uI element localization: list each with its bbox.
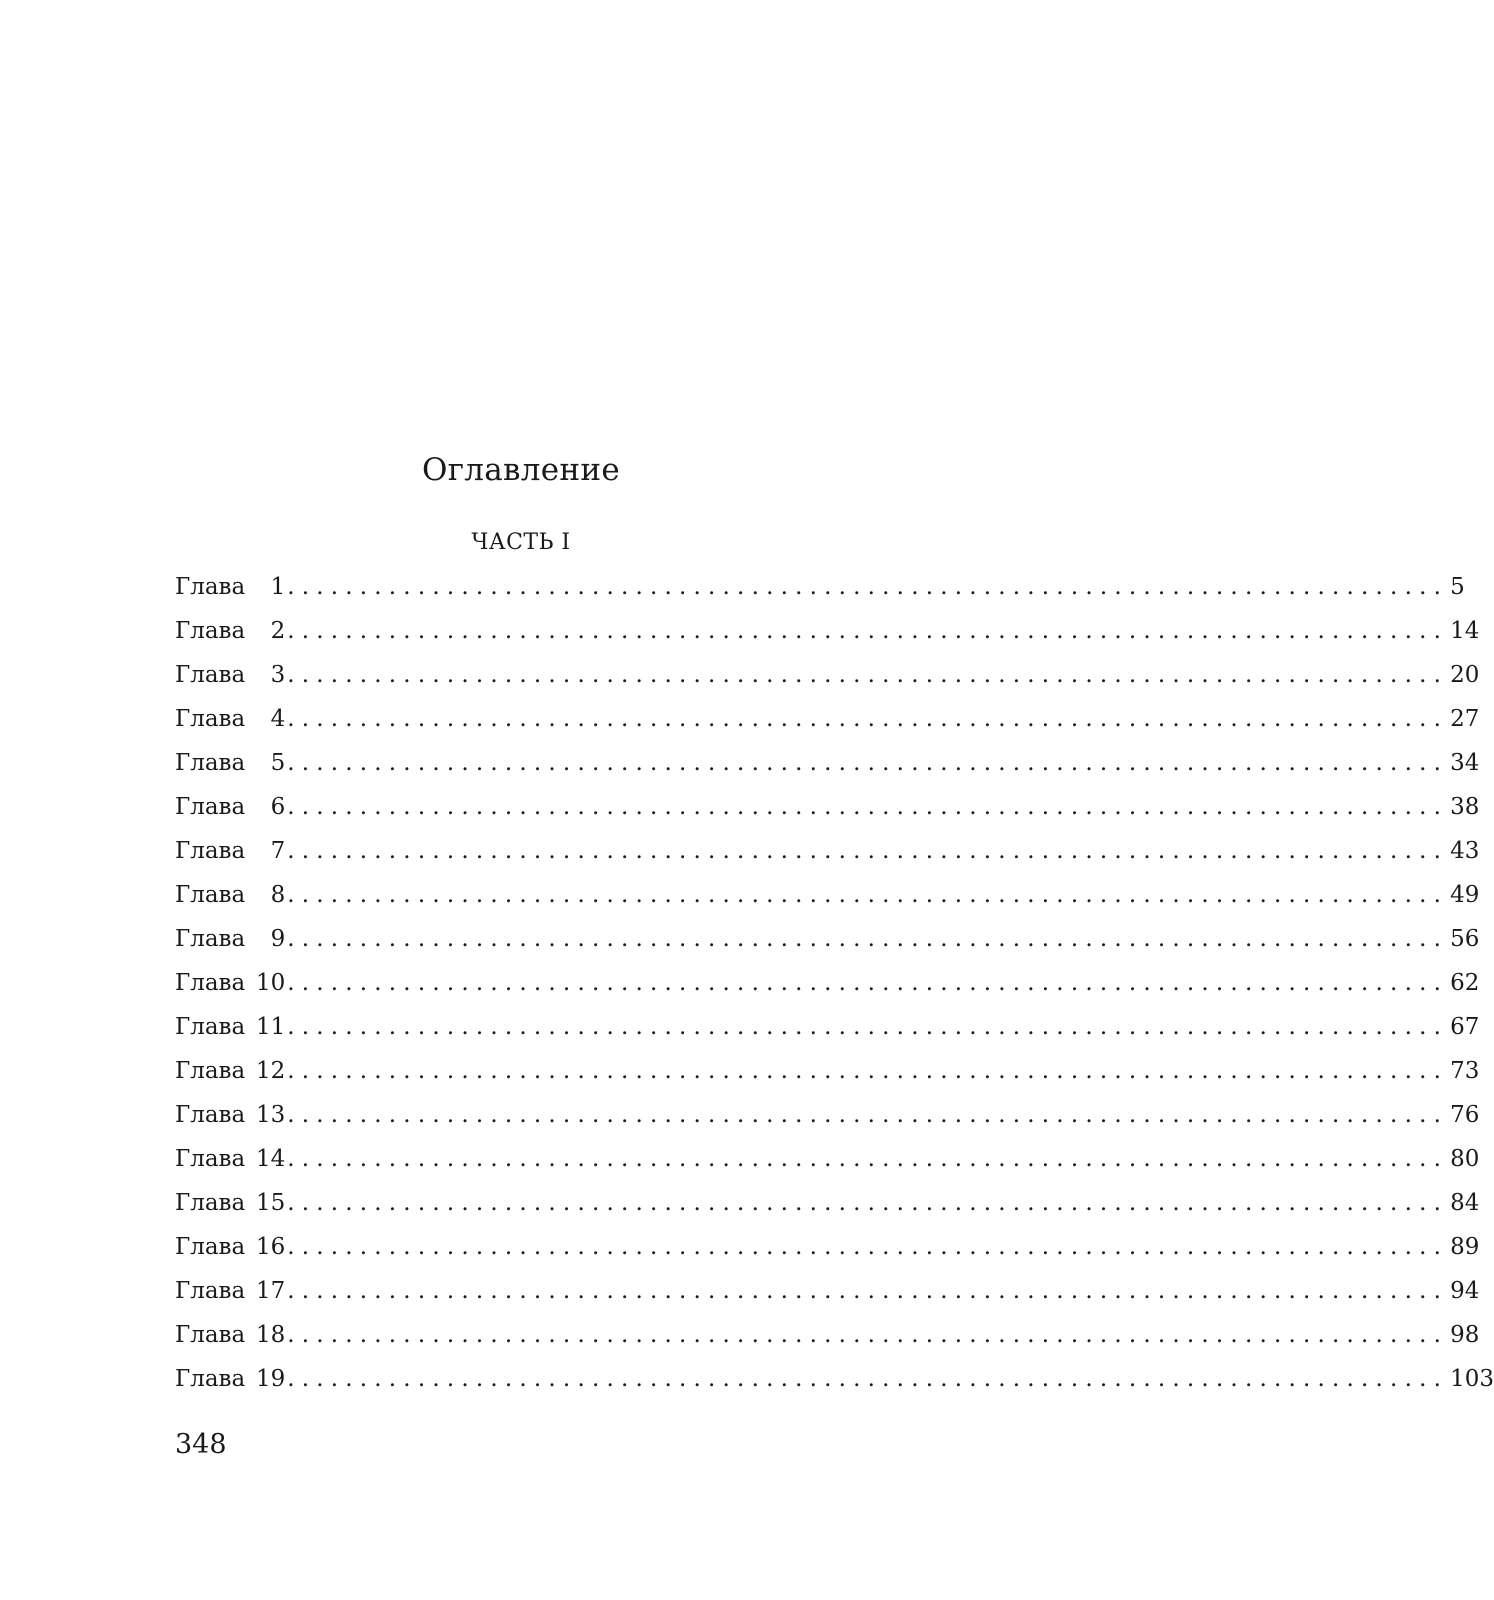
toc-entry: [175, 1137, 1480, 1181]
toc-entry-number: 1: [270, 574, 286, 600]
toc-entry: [175, 697, 1480, 741]
dot-leader: ................................................................................: [287, 794, 1449, 820]
toc-entry-label: Глава: [175, 882, 246, 908]
toc-entry-number: 9: [270, 926, 286, 952]
toc-entry-label: Глава: [175, 1234, 246, 1260]
toc-entry-page: 20: [1450, 662, 1480, 688]
toc-entry: [175, 565, 1465, 609]
toc-entry-page: 62: [1450, 970, 1480, 996]
toc-entry-number: 3: [270, 662, 286, 688]
toc-entry-label: Глава: [175, 662, 246, 688]
toc-entry-number: 4: [270, 706, 286, 732]
toc-entry-number: 8: [270, 882, 286, 908]
toc-entry-label: Глава: [175, 1146, 246, 1172]
toc-entry-label: Глава: [175, 706, 246, 732]
toc-entry: [175, 873, 1480, 917]
toc-entry-label: Глава: [175, 970, 246, 996]
dot-leader: ................................................................................: [287, 1102, 1449, 1128]
dot-leader: ................................................................................: [287, 926, 1449, 952]
toc-entry-page: 103: [1450, 1366, 1494, 1392]
toc-entry-page: 27: [1450, 706, 1480, 732]
toc-entry-label: Глава: [175, 1058, 246, 1084]
dot-leader: ................................................................................: [287, 1014, 1449, 1040]
toc-entry-label: Глава: [175, 750, 246, 776]
toc-entry-page: 14: [1450, 618, 1480, 644]
toc-entry: [175, 917, 1480, 961]
toc-entry-page: 89: [1450, 1234, 1480, 1260]
toc-entry-label: Глава: [175, 574, 246, 600]
dot-leader: ................................................................................: [287, 1058, 1449, 1084]
toc-entry: [175, 653, 1480, 697]
toc-entry-page: 34: [1450, 750, 1480, 776]
dot-leader: ................................................................................: [287, 1234, 1449, 1260]
toc-entry-page: 76: [1450, 1102, 1480, 1128]
toc-entry-label: Глава: [175, 1190, 246, 1216]
dot-leader: ................................................................................: [287, 750, 1449, 776]
toc-entry-label: Глава: [175, 794, 246, 820]
toc-entry: [175, 1225, 1480, 1269]
dot-leader: ................................................................................: [287, 574, 1449, 600]
toc-entry-number: 10: [255, 970, 286, 996]
dot-leader: ................................................................................: [287, 1146, 1449, 1172]
toc-entry-page: 84: [1450, 1190, 1480, 1216]
dot-leader: ................................................................................: [287, 1322, 1449, 1348]
toc-entry: [175, 1049, 1480, 1093]
toc-entry: [175, 1357, 1494, 1401]
toc-title: Оглавление: [422, 452, 620, 488]
toc-entry: [175, 1313, 1480, 1357]
dot-leader: ................................................................................: [287, 882, 1449, 908]
toc-entry-page: 67: [1450, 1014, 1480, 1040]
toc-entry-label: Глава: [175, 618, 246, 644]
toc-entry-label: Глава: [175, 1014, 246, 1040]
toc-entry-page: 80: [1450, 1146, 1480, 1172]
toc-entry: [175, 961, 1480, 1005]
toc-entry-page: 56: [1450, 926, 1480, 952]
toc-entry: [175, 741, 1480, 785]
dot-leader: ................................................................................: [287, 1366, 1449, 1392]
toc-entry-number: 15: [255, 1190, 286, 1216]
toc-entry: [175, 785, 1480, 829]
dot-leader: ................................................................................: [287, 706, 1449, 732]
toc-list: [175, 565, 1494, 1401]
toc-entry-number: 12: [255, 1058, 286, 1084]
toc-entry-number: 16: [255, 1234, 286, 1260]
part-title: ЧАСТЬ I: [471, 530, 571, 555]
toc-entry: [175, 1093, 1480, 1137]
toc-entry-label: Глава: [175, 838, 246, 864]
toc-entry-page: 98: [1450, 1322, 1480, 1348]
toc-entry: [175, 1005, 1480, 1049]
toc-entry-label: Глава: [175, 1278, 246, 1304]
toc-entry-label: Глава: [175, 1322, 246, 1348]
toc-entry: [175, 1269, 1480, 1313]
toc-entry-number: 5: [270, 750, 286, 776]
toc-entry-number: 13: [255, 1102, 286, 1128]
dot-leader: ................................................................................: [287, 1278, 1449, 1304]
toc-entry-number: 14: [255, 1146, 286, 1172]
toc-entry-page: 38: [1450, 794, 1480, 820]
toc-entry-page: 49: [1450, 882, 1480, 908]
toc-entry-page: 43: [1450, 838, 1480, 864]
dot-leader: ................................................................................: [287, 618, 1449, 644]
toc-entry-number: 18: [255, 1322, 286, 1348]
dot-leader: ................................................................................: [287, 1190, 1449, 1216]
toc-entry-page: 94: [1450, 1278, 1480, 1304]
toc-entry-number: 11: [255, 1014, 286, 1040]
toc-entry-number: 7: [270, 838, 286, 864]
toc-entry: [175, 829, 1480, 873]
toc-entry-number: 19: [255, 1366, 286, 1392]
toc-entry-page: 73: [1450, 1058, 1480, 1084]
toc-entry-page: 5: [1450, 574, 1465, 600]
toc-entry: [175, 609, 1480, 653]
dot-leader: ................................................................................: [287, 970, 1449, 996]
page-number: 348: [175, 1429, 227, 1460]
toc-entry-number: 6: [270, 794, 286, 820]
toc-entry-number: 17: [255, 1278, 286, 1304]
toc-entry-label: Глава: [175, 1366, 246, 1392]
toc-entry-number: 2: [270, 618, 286, 644]
toc-entry-label: Глава: [175, 1102, 246, 1128]
toc-entry-label: Глава: [175, 926, 246, 952]
dot-leader: ................................................................................: [287, 662, 1449, 688]
toc-entry: [175, 1181, 1480, 1225]
dot-leader: ................................................................................: [287, 838, 1449, 864]
